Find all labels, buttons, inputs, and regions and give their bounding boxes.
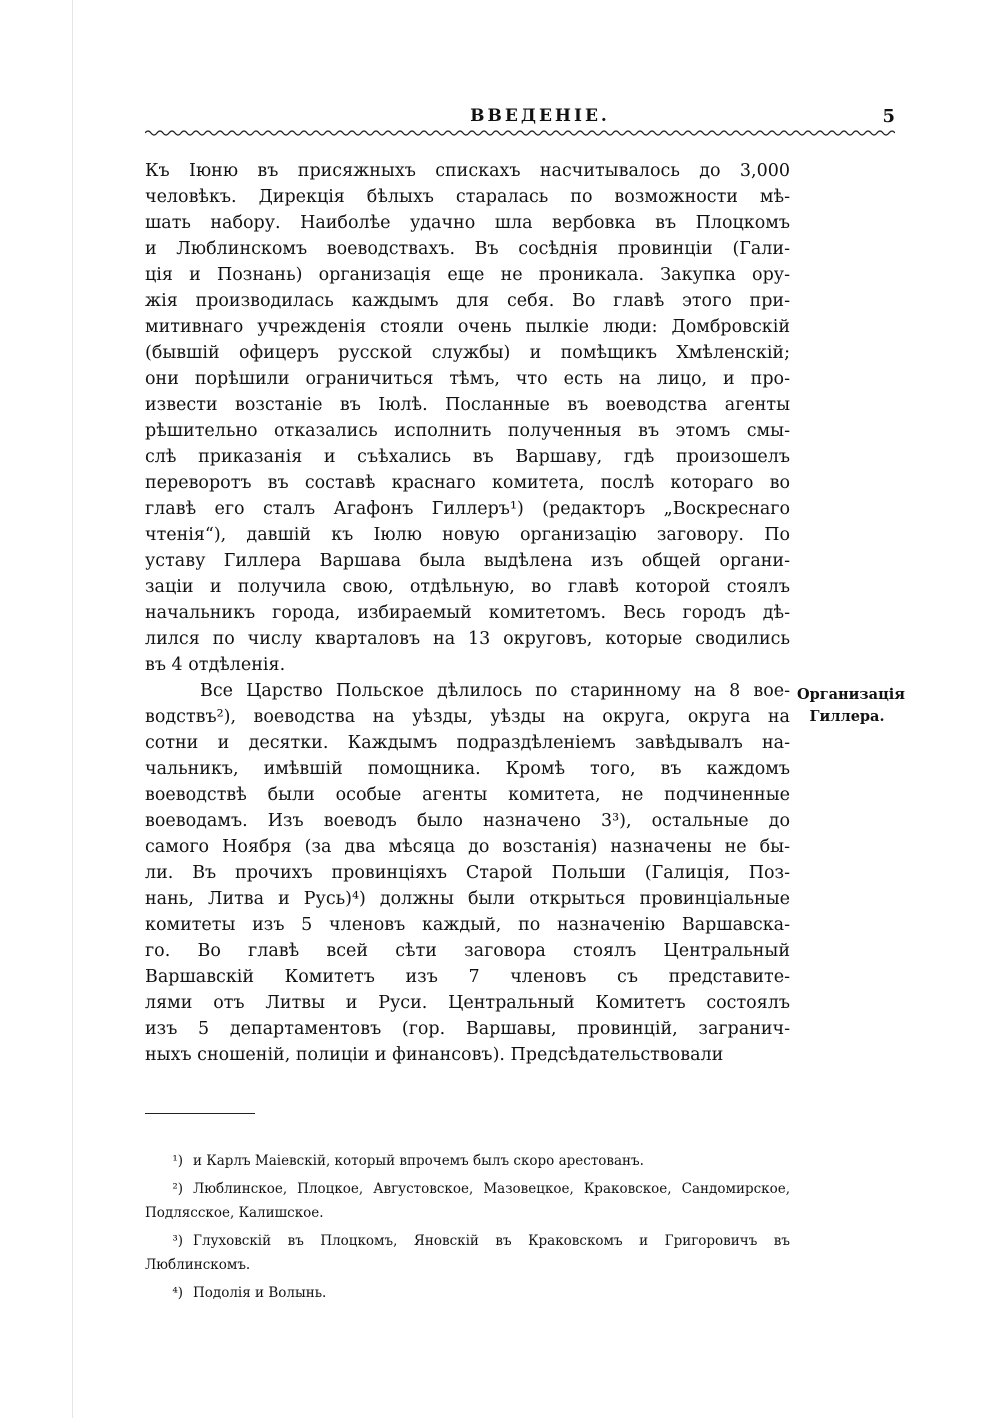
- footnote-marker: ¹): [172, 1153, 183, 1169]
- text-line: жія производилась каждымъ для себя. Во главѣ этого при-: [145, 291, 790, 311]
- margin-note: [797, 684, 905, 728]
- paragraph-2: [145, 678, 790, 1068]
- page-edge-line: [72, 0, 73, 1418]
- margin-note-line: Организація: [797, 686, 905, 703]
- footnote-3: [145, 1229, 790, 1277]
- text-line: Варшавскій Комитетъ изъ 7 членовъ съ представите-: [145, 967, 790, 987]
- text-line: въ 4 отдѣленія.: [145, 655, 286, 675]
- text-line: главѣ его сталъ Агафонъ Гиллеръ¹) (редакторъ „Воскреснаго: [145, 499, 790, 519]
- footnote-text: Подолія и Волынь.: [193, 1285, 327, 1301]
- text-line: ныхъ сношеній, полиціи и финансовъ). Предсѣдательствовали: [145, 1045, 724, 1065]
- text-line: переворотъ въ составѣ краснаго комитета, послѣ котораго во: [145, 473, 790, 493]
- running-title: ВВЕДЕНІЕ.: [470, 106, 610, 126]
- text-line: уставу Гиллера Варшава была выдѣлена изъ общей органи-: [145, 551, 790, 571]
- footnote-1: [145, 1149, 790, 1173]
- paragraph-1: [145, 158, 790, 678]
- text-line: изъ 5 департаментовъ (гор. Варшавы, провинцій, загранич-: [145, 1019, 790, 1039]
- text-line: рѣшительно отказались исполнить полученныя въ этомъ смы-: [145, 421, 790, 441]
- margin-note-line: Гиллера.: [809, 708, 885, 725]
- footnote-separator: [145, 1113, 255, 1114]
- footnote-4: [145, 1281, 790, 1305]
- footnote-marker: ²): [172, 1181, 183, 1197]
- text-line: нань, Литва и Русь)⁴) должны были открыться провинціальные: [145, 889, 790, 909]
- text-line: лился по числу кварталовъ на 13 округовъ, которые сводились: [145, 629, 790, 649]
- text-line: го. Во главѣ всей сѣти заговора стоялъ Центральный: [145, 941, 790, 961]
- footnotes: [145, 1149, 790, 1309]
- text-line: (бывшій офицеръ русской службы) и помѣщикъ Хмѣленскій;: [145, 343, 790, 363]
- text-line: ли. Въ прочихъ провинціяхъ Старой Польши (Галиція, Поз-: [145, 863, 790, 883]
- text-line: слѣ приказанія и съѣхались въ Варшаву, гдѣ произошелъ: [145, 447, 790, 467]
- main-text: [145, 158, 790, 1068]
- footnote-marker: ³): [172, 1233, 183, 1249]
- text-line: комитеты изъ 5 членовъ каждый, по назначенію Варшавска-: [145, 915, 790, 935]
- text-line: человѣкъ. Дирекція бѣлыхъ старалась по возможности мѣ-: [145, 187, 790, 207]
- page-number: 5: [882, 106, 895, 127]
- text-line: извести возстаніе въ Іюлѣ. Посланные въ воеводства агенты: [145, 395, 790, 415]
- text-line: они порѣшили ограничиться тѣмъ, что есть на лицо, и про-: [145, 369, 790, 389]
- text-line: сотни и десятки. Каждымъ подраздѣленіемъ завѣдывалъ на-: [145, 733, 790, 753]
- text-line: чтенія“), давшій къ Іюлю новую организацію заговору. По: [145, 525, 790, 545]
- wavy-rule: [145, 128, 895, 138]
- footnote-text: и Карлъ Маіевскій, который впрочемъ былъ скоро арестованъ.: [193, 1153, 644, 1169]
- text-line: начальникъ города, избираемый комитетомъ. Весь городъ дѣ-: [145, 603, 790, 623]
- text-line: шать набору. Наиболѣе удачно шла вербовка въ Плоцкомъ: [145, 213, 790, 233]
- text-line: ція и Познань) организація еще не проникала. Закупка ору-: [145, 265, 790, 285]
- text-line: Все Царство Польское дѣлилось по старинному на 8 вое-: [200, 681, 790, 701]
- footnote-2: [145, 1177, 790, 1225]
- text-line: водствъ²), воеводства на уѣзды, уѣзды на округа, округа на: [145, 707, 790, 727]
- running-head: [145, 106, 905, 136]
- footnote-text: Глуховскій въ Плоцкомъ, Яновскій въ Краковскомъ и Григоровичъ въ Люблинскомъ.: [145, 1233, 790, 1273]
- text-line: лями отъ Литвы и Руси. Центральный Комитетъ состоялъ: [145, 993, 790, 1013]
- text-line: воеводамъ. Изъ воеводъ было назначено 3³), остальные до: [145, 811, 790, 831]
- footnote-marker: ⁴): [172, 1285, 183, 1301]
- text-line: самого Ноября (за два мѣсяца до возстанія) назначены не бы-: [145, 837, 790, 857]
- text-line: чальникъ, имѣвшій помощника. Кромѣ того, въ каждомъ: [145, 759, 790, 779]
- text-line: воеводствѣ были особые агенты комитета, не подчиненные: [145, 785, 790, 805]
- text-line: и Люблинскомъ воеводствахъ. Въ сосѣднія провинціи (Гали-: [145, 239, 790, 259]
- footnote-text: Люблинское, Плоцкое, Августовское, Мазовецкое, Краковское, Сандомирское, Подлясское, Калишское.: [145, 1181, 790, 1221]
- text-line: Къ Іюню въ присяжныхъ спискахъ насчитывалось до 3,000: [145, 161, 790, 181]
- text-line: заціи и получила свою, отдѣльную, во главѣ которой стоялъ: [145, 577, 790, 597]
- text-line: митивнаго учрежденія стояли очень пылкіе люди: Домбровскій: [145, 317, 790, 337]
